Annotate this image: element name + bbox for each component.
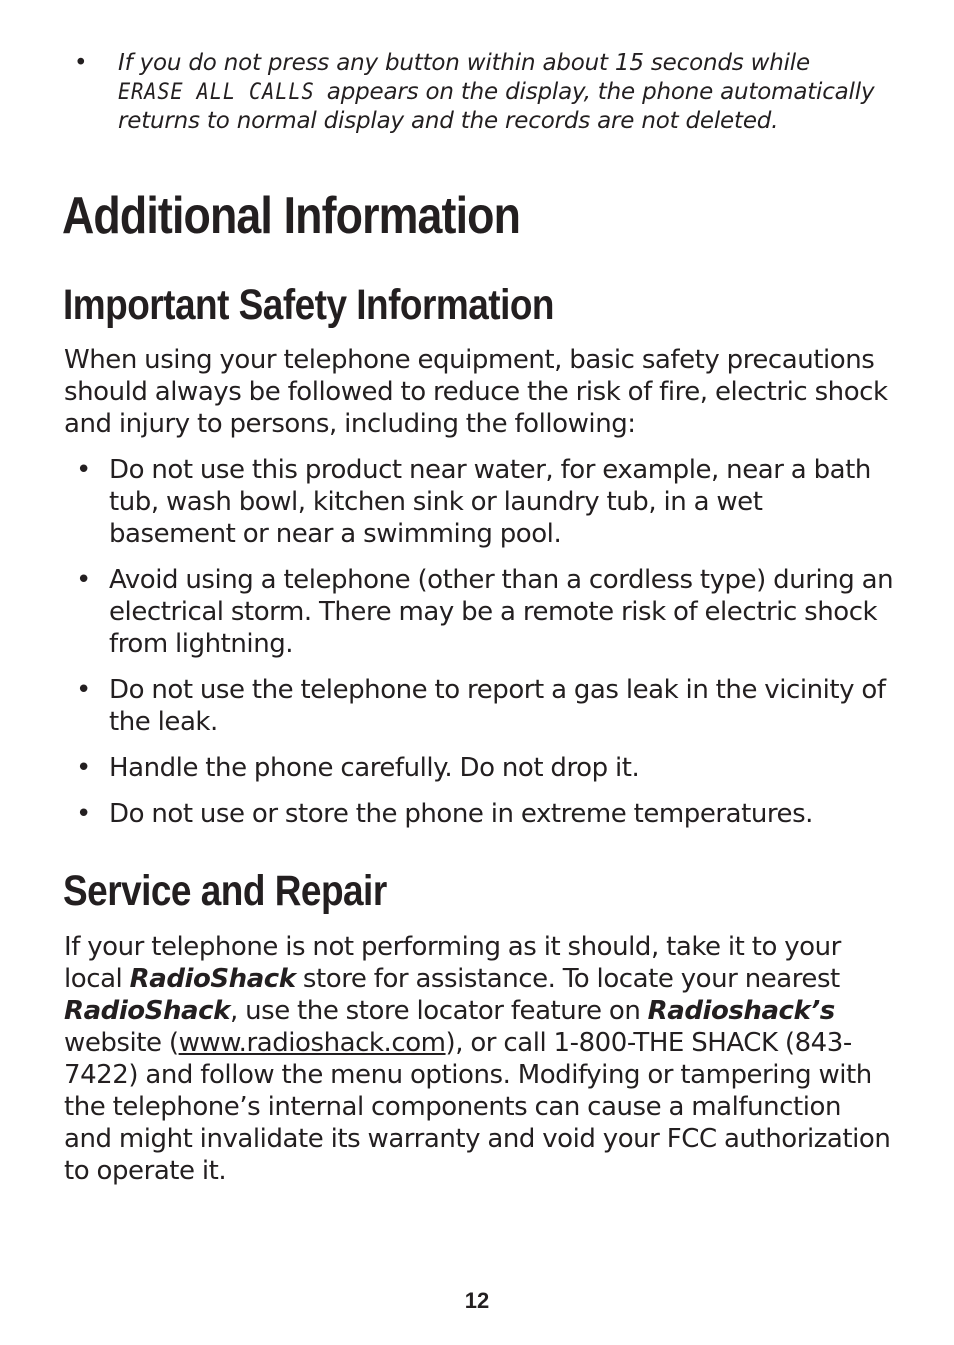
list-bullet: • (76, 455, 91, 485)
note-text-end: appears on the display, the phone automatically returns to normal display and the records are not deleted. (118, 79, 875, 134)
list-item-text: Do not use the telephone to report a gas leak in the vicinity of the leak. (109, 675, 886, 737)
note-bullet: • (74, 50, 88, 76)
service-text-part: If your telephone is not performing as it should, take it to your local (64, 932, 841, 994)
brand-name: RadioShack (64, 996, 230, 1026)
brand-name: RadioShack (129, 964, 296, 994)
heading-service-and-repair: Service and Repair (63, 867, 387, 915)
list-item-text: Avoid using a telephone (other than a cordless type) during an electrical storm. There may be a remote risk of electric shock from lightning. (109, 565, 894, 659)
service-text-part: store for assistance. To locate your nearest (295, 964, 840, 994)
radioshack-website-link[interactable]: www.radioshack.com (178, 1028, 446, 1058)
list-item (64, 752, 894, 784)
list-item-text: Do not use or store the phone in extreme temperatures. (109, 799, 813, 829)
heading-important-safety-information: Important Safety Information (63, 281, 554, 329)
display-timeout-note (64, 49, 904, 136)
service-text-part: ), or call 1-800-THE SHACK (843-7422) and follow the menu options. Modifying or tampering with the telephone’s internal components can cause a malfunction and might invalidate its warranty and void your FCC authorization to operate it. (64, 1028, 891, 1186)
safety-precautions-list (64, 454, 894, 844)
note-text (118, 49, 904, 136)
list-item (64, 564, 894, 660)
erase-all-calls-display-text: ERASE ALL CALLS (118, 80, 315, 105)
service-text-part: , use the store locator feature on (229, 996, 648, 1026)
list-item-text: Do not use this product near water, for example, near a bath tub, wash bowl, kitchen sink or laundry tub, in a wet basement or near a swimming pool. (109, 455, 871, 549)
note-text-start: If you do not press any button within about 15 seconds while (118, 50, 810, 76)
list-bullet: • (76, 799, 91, 829)
list-item (64, 454, 894, 550)
service-repair-paragraph (64, 931, 894, 1187)
list-item-text: Handle the phone carefully. Do not drop it. (109, 753, 640, 783)
page-number: 12 (464, 1288, 490, 1313)
list-bullet: • (76, 565, 91, 595)
list-bullet: • (76, 753, 91, 783)
safety-intro-paragraph: When using your telephone equipment, basic safety precautions should always be followed to reduce the risk of fire, electric shock and injury to persons, including the following: (64, 345, 888, 439)
brand-name: Radioshack’s (647, 996, 835, 1026)
service-text-part: website ( (64, 1028, 179, 1058)
list-item (64, 674, 894, 738)
section-title-additional-information: Additional Information (62, 187, 521, 245)
list-bullet: • (76, 675, 91, 705)
list-item (64, 798, 894, 830)
